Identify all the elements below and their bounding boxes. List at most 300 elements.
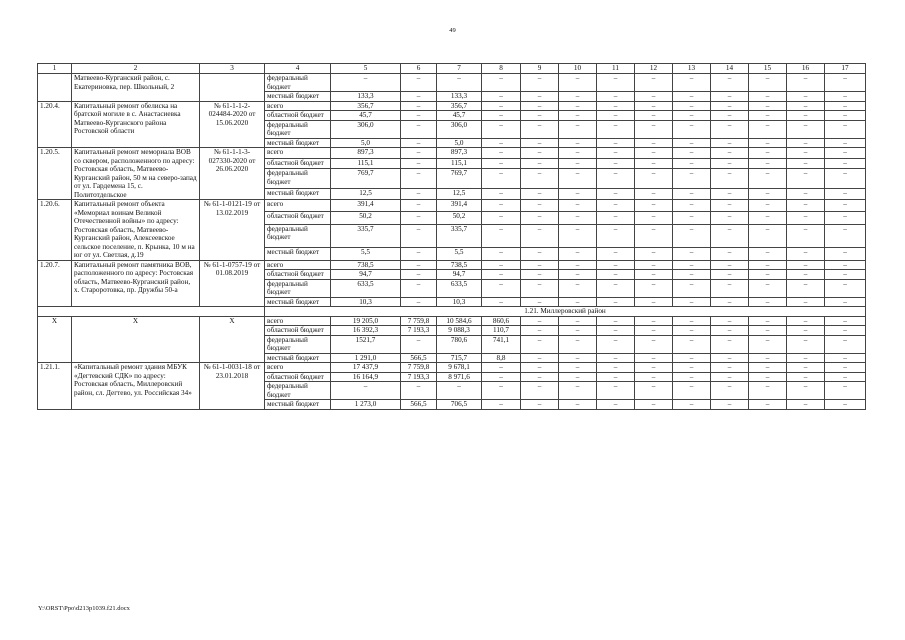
value-cell: – [482, 148, 521, 159]
value-cell: 335,7 [437, 224, 482, 247]
value-cell: 9 678,1 [437, 363, 482, 373]
value-cell: – [787, 200, 825, 212]
file-path-footer: Y:\ORST\Ppo\d213p1039.f21.docx [38, 605, 130, 612]
value-cell: – [521, 260, 559, 270]
value-cell: 391,4 [331, 200, 401, 212]
value-cell: 7 759,8 [401, 316, 437, 326]
value-cell: – [825, 316, 866, 326]
value-cell: 12,5 [331, 189, 401, 200]
value-cell: – [559, 335, 597, 353]
value-cell: – [521, 138, 559, 148]
value-cell: – [749, 400, 787, 410]
value-cell: – [711, 74, 749, 92]
value-cell: – [787, 270, 825, 280]
value-cell: – [482, 92, 521, 102]
value-cell: – [401, 74, 437, 92]
value-cell: – [559, 169, 597, 189]
funding-source: местный бюджет [265, 353, 331, 363]
value-cell: – [482, 260, 521, 270]
value-cell: 133,3 [437, 92, 482, 102]
column-header: 10 [559, 64, 597, 74]
value-cell: 356,7 [331, 101, 401, 111]
value-cell: – [521, 74, 559, 92]
funding-source: местный бюджет [265, 297, 331, 307]
expertise-document: № 61-1-0757-19 от 01.08.2019 [200, 260, 265, 307]
value-cell: – [825, 400, 866, 410]
value-cell: – [482, 74, 521, 92]
value-cell: – [597, 326, 635, 336]
value-cell: 391,4 [437, 200, 482, 212]
value-cell: – [825, 335, 866, 353]
value-cell: – [711, 169, 749, 189]
value-cell: – [825, 279, 866, 297]
value-cell: – [673, 248, 711, 260]
value-cell: – [559, 363, 597, 373]
value-cell: – [635, 111, 673, 121]
value-cell: – [825, 260, 866, 270]
value-cell: 7 759,8 [401, 363, 437, 373]
value-cell: – [825, 138, 866, 148]
value-cell: – [559, 316, 597, 326]
expertise-document: № 61-1-1-3-027330-2020 от 26.06.2020 [200, 148, 265, 200]
object-description: Капитальный ремонт объекта «Мемориал воинам Великой Отечественной войны» по адресу: Ростовская область, Матвеево-Курганский район, Алексеевское сельское поселение, п. Крынка, 10 м на юг от ул. Светлая, д.19 [72, 200, 200, 261]
value-cell: 16 164,9 [331, 372, 401, 382]
funding-source: всего [265, 316, 331, 326]
value-cell: – [787, 224, 825, 247]
value-cell: – [635, 316, 673, 326]
value-cell: – [635, 74, 673, 92]
column-header: 7 [437, 64, 482, 74]
value-cell: – [673, 111, 711, 121]
value-cell: 7 193,3 [401, 326, 437, 336]
value-cell: – [635, 400, 673, 410]
value-cell: – [597, 169, 635, 189]
value-cell: – [401, 120, 437, 138]
section-title: 1.21. Миллеровский район [265, 307, 866, 317]
value-cell: 1521,7 [331, 335, 401, 353]
value-cell: – [521, 248, 559, 260]
value-cell: – [401, 382, 437, 400]
value-cell: – [521, 158, 559, 169]
value-cell: – [749, 279, 787, 297]
value-cell: – [635, 158, 673, 169]
funding-source: федеральный бюджет [265, 335, 331, 353]
value-cell: – [749, 248, 787, 260]
funding-source: местный бюджет [265, 138, 331, 148]
value-cell: 356,7 [437, 101, 482, 111]
value-cell: – [825, 363, 866, 373]
value-cell: – [597, 74, 635, 92]
value-cell: 897,3 [437, 148, 482, 159]
value-cell: – [825, 212, 866, 224]
table-row [38, 260, 866, 270]
expertise-document: № 61-1-0121-19 от 13.02.2019 [200, 200, 265, 261]
value-cell: – [673, 316, 711, 326]
section-spacer [38, 307, 265, 317]
value-cell: – [787, 316, 825, 326]
object-code [38, 74, 72, 102]
value-cell: – [787, 363, 825, 373]
value-cell: – [597, 372, 635, 382]
funding-source: областной бюджет [265, 111, 331, 121]
value-cell: – [711, 189, 749, 200]
value-cell: – [482, 297, 521, 307]
value-cell: – [787, 353, 825, 363]
value-cell: 8 971,6 [437, 372, 482, 382]
value-cell: – [559, 372, 597, 382]
value-cell: – [635, 260, 673, 270]
value-cell: – [825, 101, 866, 111]
value-cell: 45,7 [331, 111, 401, 121]
value-cell: – [787, 372, 825, 382]
value-cell: – [673, 158, 711, 169]
funding-source: федеральный бюджет [265, 169, 331, 189]
value-cell: – [521, 270, 559, 280]
value-cell: – [559, 148, 597, 159]
value-cell: – [749, 326, 787, 336]
value-cell: – [597, 111, 635, 121]
value-cell: – [787, 400, 825, 410]
value-cell: – [521, 316, 559, 326]
value-cell: – [401, 169, 437, 189]
object-code: 1.21.1. [38, 363, 72, 410]
value-cell: – [711, 372, 749, 382]
value-cell: 860,6 [482, 316, 521, 326]
funding-source: местный бюджет [265, 92, 331, 102]
value-cell: – [401, 101, 437, 111]
value-cell: – [749, 297, 787, 307]
value-cell: 738,5 [437, 260, 482, 270]
value-cell: – [635, 270, 673, 280]
column-header: 13 [673, 64, 711, 74]
value-cell: – [597, 200, 635, 212]
value-cell: – [401, 158, 437, 169]
value-cell: – [635, 326, 673, 336]
value-cell: – [559, 189, 597, 200]
value-cell: – [673, 148, 711, 159]
value-cell: – [825, 189, 866, 200]
budget-table [37, 63, 866, 410]
funding-source: всего [265, 260, 331, 270]
table-row [38, 101, 866, 111]
value-cell: – [559, 260, 597, 270]
value-cell: – [331, 382, 401, 400]
value-cell: – [673, 326, 711, 336]
value-cell: 10,3 [437, 297, 482, 307]
value-cell: – [482, 372, 521, 382]
value-cell: – [559, 92, 597, 102]
column-header-row [38, 64, 866, 74]
value-cell: 94,7 [437, 270, 482, 280]
value-cell: – [521, 101, 559, 111]
value-cell: – [559, 353, 597, 363]
value-cell: – [597, 260, 635, 270]
value-cell: – [749, 169, 787, 189]
value-cell: – [749, 111, 787, 121]
value-cell: – [597, 189, 635, 200]
value-cell: – [559, 279, 597, 297]
object-description: «Капитальный ремонт здания МБУК «Дегтевский СДК» по адресу: Ростовская область, Миллеровский район, сл. Дегтево, ул. Российская 34» [72, 363, 200, 410]
value-cell: – [711, 400, 749, 410]
value-cell: – [401, 270, 437, 280]
column-header: 2 [72, 64, 200, 74]
value-cell: – [749, 120, 787, 138]
funding-source: федеральный бюджет [265, 120, 331, 138]
value-cell: 335,7 [331, 224, 401, 247]
value-cell: – [559, 382, 597, 400]
value-cell: – [635, 353, 673, 363]
value-cell: – [521, 363, 559, 373]
value-cell: 17 437,9 [331, 363, 401, 373]
column-header: 17 [825, 64, 866, 74]
value-cell: – [482, 200, 521, 212]
column-header: 16 [787, 64, 825, 74]
value-cell: – [825, 248, 866, 260]
value-cell: – [482, 270, 521, 280]
funding-source: местный бюджет [265, 248, 331, 260]
value-cell: – [749, 372, 787, 382]
value-cell: 10 584,6 [437, 316, 482, 326]
value-cell: – [711, 382, 749, 400]
value-cell: – [673, 224, 711, 247]
value-cell: – [597, 363, 635, 373]
value-cell: – [673, 400, 711, 410]
value-cell: – [559, 74, 597, 92]
value-cell: – [482, 382, 521, 400]
value-cell: – [559, 120, 597, 138]
value-cell: – [825, 74, 866, 92]
column-header: 1 [38, 64, 72, 74]
value-cell: – [401, 212, 437, 224]
value-cell: – [559, 400, 597, 410]
value-cell: – [749, 101, 787, 111]
value-cell: – [597, 158, 635, 169]
value-cell: – [711, 148, 749, 159]
value-cell: – [787, 297, 825, 307]
value-cell: – [635, 148, 673, 159]
value-cell: 741,1 [482, 335, 521, 353]
funding-source: федеральный бюджет [265, 224, 331, 247]
funding-source: всего [265, 148, 331, 159]
value-cell: – [597, 382, 635, 400]
value-cell: – [401, 92, 437, 102]
value-cell: 50,2 [331, 212, 401, 224]
value-cell: – [482, 248, 521, 260]
value-cell: – [673, 74, 711, 92]
value-cell: – [673, 92, 711, 102]
funding-source: областной бюджет [265, 158, 331, 169]
value-cell: – [825, 200, 866, 212]
value-cell: – [401, 260, 437, 270]
value-cell: 738,5 [331, 260, 401, 270]
value-cell: – [521, 335, 559, 353]
value-cell: – [749, 224, 787, 247]
value-cell: – [711, 270, 749, 280]
value-cell: – [787, 120, 825, 138]
value-cell: 780,6 [437, 335, 482, 353]
value-cell: – [331, 74, 401, 92]
value-cell: 115,1 [331, 158, 401, 169]
funding-source: местный бюджет [265, 400, 331, 410]
value-cell: 16 392,3 [331, 326, 401, 336]
value-cell: – [749, 335, 787, 353]
value-cell: – [521, 353, 559, 363]
value-cell: – [635, 169, 673, 189]
value-cell: – [482, 189, 521, 200]
value-cell: – [521, 212, 559, 224]
value-cell: – [711, 111, 749, 121]
value-cell: – [597, 353, 635, 363]
value-cell: – [673, 363, 711, 373]
value-cell: 769,7 [437, 169, 482, 189]
value-cell: – [673, 189, 711, 200]
value-cell: – [711, 326, 749, 336]
object-code: 1.20.6. [38, 200, 72, 261]
value-cell: – [825, 169, 866, 189]
value-cell: – [521, 382, 559, 400]
value-cell: – [635, 92, 673, 102]
table-row [38, 74, 866, 92]
value-cell: – [749, 316, 787, 326]
expertise-document: № 61-1-1-2-024484-2020 от 15.06.2020 [200, 101, 265, 148]
value-cell: – [749, 92, 787, 102]
value-cell: – [711, 101, 749, 111]
value-cell: 566,5 [401, 400, 437, 410]
value-cell: – [711, 316, 749, 326]
value-cell: – [749, 270, 787, 280]
value-cell: 19 205,0 [331, 316, 401, 326]
value-cell: – [787, 335, 825, 353]
value-cell: – [787, 169, 825, 189]
value-cell: – [635, 372, 673, 382]
funding-source: местный бюджет [265, 189, 331, 200]
value-cell: – [559, 224, 597, 247]
value-cell: – [825, 120, 866, 138]
value-cell: – [787, 138, 825, 148]
value-cell: 110,7 [482, 326, 521, 336]
value-cell: – [521, 111, 559, 121]
value-cell: – [787, 326, 825, 336]
value-cell: – [437, 74, 482, 92]
value-cell: – [559, 297, 597, 307]
value-cell: – [597, 120, 635, 138]
funding-source: всего [265, 101, 331, 111]
column-header: 14 [711, 64, 749, 74]
value-cell: 8,8 [482, 353, 521, 363]
value-cell: – [787, 189, 825, 200]
value-cell: – [711, 248, 749, 260]
object-description: Капитальный ремонт памятника ВОВ, расположенного по адресу: Ростовская область, Матвеево-Курганский район, х. Староротовка, пр. Дружбы 50-а [72, 260, 200, 307]
value-cell: – [635, 212, 673, 224]
value-cell: – [787, 101, 825, 111]
value-cell: – [825, 158, 866, 169]
value-cell: – [482, 138, 521, 148]
value-cell: – [482, 120, 521, 138]
value-cell: – [711, 279, 749, 297]
value-cell: – [787, 111, 825, 121]
value-cell: – [482, 111, 521, 121]
value-cell: – [635, 335, 673, 353]
object-description: Капитальный ремонт обелиска на братской могиле в с. Анастасиевка Матвеево-Курганского района Ростовской области [72, 101, 200, 148]
column-header: 15 [749, 64, 787, 74]
value-cell: – [673, 297, 711, 307]
value-cell: – [673, 101, 711, 111]
value-cell: – [825, 297, 866, 307]
value-cell: 7 193,3 [401, 372, 437, 382]
value-cell: – [597, 101, 635, 111]
funding-source: областной бюджет [265, 270, 331, 280]
column-header: 9 [521, 64, 559, 74]
value-cell: – [635, 200, 673, 212]
value-cell: – [559, 158, 597, 169]
value-cell: – [482, 101, 521, 111]
value-cell: 94,7 [331, 270, 401, 280]
object-description: Матвеево-Курганский район, с. Екатериновка, пер. Школьный, 2 [72, 74, 200, 102]
value-cell: – [673, 353, 711, 363]
value-cell: – [673, 200, 711, 212]
value-cell: – [521, 279, 559, 297]
value-cell: 5,0 [437, 138, 482, 148]
section-row [38, 307, 866, 317]
funding-source: федеральный бюджет [265, 382, 331, 400]
value-cell: – [787, 92, 825, 102]
value-cell: – [482, 224, 521, 247]
value-cell: – [521, 120, 559, 138]
value-cell: – [673, 270, 711, 280]
value-cell: – [559, 200, 597, 212]
value-cell: 10,3 [331, 297, 401, 307]
value-cell: 306,0 [437, 120, 482, 138]
value-cell: – [635, 138, 673, 148]
value-cell: – [635, 297, 673, 307]
value-cell: – [521, 224, 559, 247]
value-cell: – [787, 260, 825, 270]
value-cell: – [825, 372, 866, 382]
value-cell: – [825, 111, 866, 121]
value-cell: – [749, 200, 787, 212]
column-header: 5 [331, 64, 401, 74]
column-header: 8 [482, 64, 521, 74]
value-cell: – [597, 335, 635, 353]
value-cell: 1 291,0 [331, 353, 401, 363]
table-row [38, 148, 866, 159]
value-cell: – [559, 326, 597, 336]
value-cell: 633,5 [331, 279, 401, 297]
value-cell: – [482, 279, 521, 297]
value-cell: – [559, 248, 597, 260]
value-cell: – [437, 382, 482, 400]
value-cell: – [749, 353, 787, 363]
value-cell: – [711, 297, 749, 307]
value-cell: – [597, 316, 635, 326]
value-cell: – [635, 120, 673, 138]
value-cell: – [825, 382, 866, 400]
value-cell: – [749, 148, 787, 159]
value-cell: – [401, 138, 437, 148]
value-cell: – [401, 224, 437, 247]
value-cell: – [597, 224, 635, 247]
value-cell: – [597, 148, 635, 159]
value-cell: – [635, 101, 673, 111]
value-cell: – [521, 92, 559, 102]
value-cell: – [673, 260, 711, 270]
value-cell: 715,7 [437, 353, 482, 363]
value-cell: – [825, 353, 866, 363]
page-number: 49 [449, 27, 456, 34]
value-cell: 897,3 [331, 148, 401, 159]
value-cell: 633,5 [437, 279, 482, 297]
value-cell: – [711, 363, 749, 373]
